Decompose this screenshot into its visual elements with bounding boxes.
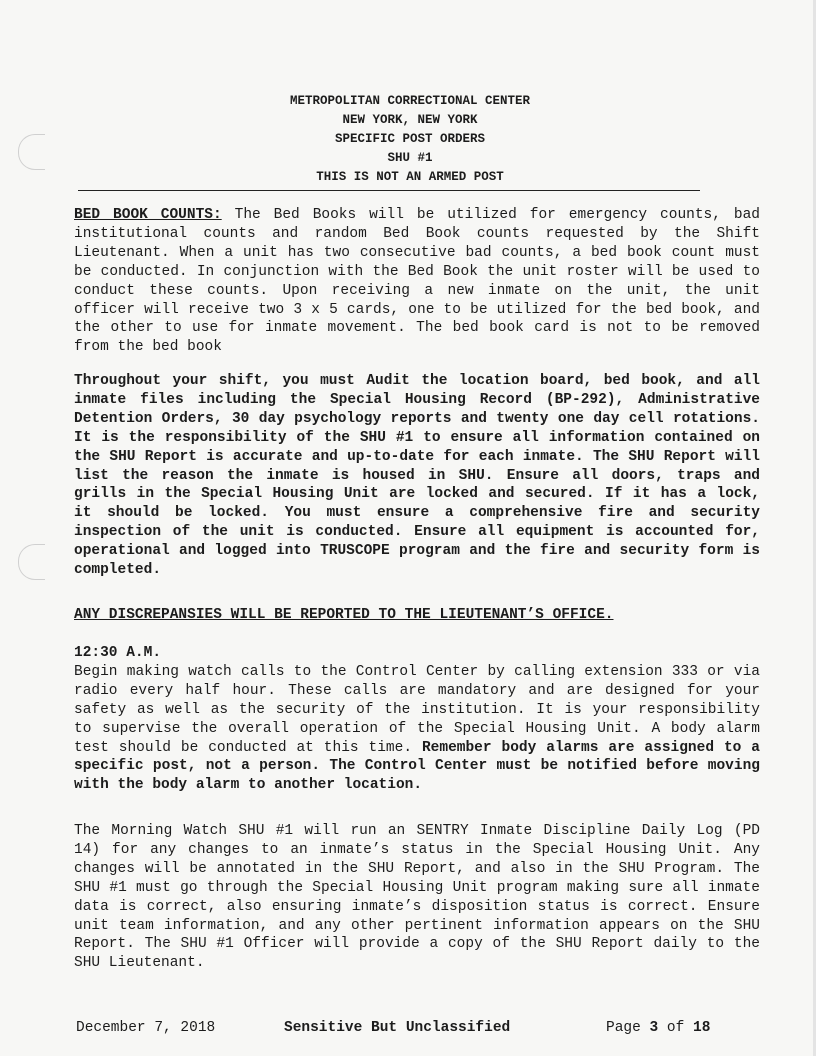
bed-book-text: The Bed Books will be utilized for emergency counts, bad institutional counts and random Bed Book counts requested by the Shift Lieutenant. When a unit has two consecutive bad counts, a bed book count must be conducted. In conjunction with the Bed Book the unit roster will be used to conduct these counts. Upon receiving a new inmate on the unit, the unit officer will receive two 3 x 5 cards, one to be utilized for the bed book, and the other to use for inmate movement. The bed book card is not to be removed from the bed book bbox=[74, 207, 760, 356]
punch-hole-top bbox=[18, 134, 45, 170]
page-of: of bbox=[666, 1020, 685, 1036]
bed-book-section bbox=[74, 206, 760, 357]
time-1230-label: 12:30 A.M. bbox=[74, 645, 162, 661]
bed-book-label: BED BOOK COUNTS: bbox=[74, 207, 222, 223]
footer-date: December 7, 2018 bbox=[76, 1020, 216, 1036]
header-doc-type: SPECIFIC POST ORDERS bbox=[334, 132, 486, 146]
header-divider bbox=[78, 190, 700, 191]
page-total: 18 bbox=[693, 1020, 711, 1036]
page-current: 3 bbox=[649, 1020, 659, 1036]
document-header bbox=[150, 92, 670, 187]
time-1230-text: Begin making watch calls to the Control Center by calling extension 333 or via radio every half hour. These calls are mandatory and are designed for your safety as well as the security of the institution. It is your responsibility to supervise the overall operation of the Special Housing Unit. A body alarm test should be conducted at this time. bbox=[74, 663, 760, 756]
time-1230-bold-text: Remember body alarms are assigned to a specific post, not a person. The Control Center must be notified before moving with the body alarm to another location. bbox=[74, 739, 761, 794]
header-institution: METROPOLITAN CORRECTIONAL CENTER bbox=[289, 94, 531, 108]
punch-hole-middle bbox=[18, 544, 45, 580]
footer-page-number bbox=[606, 1020, 710, 1036]
discrepancies-notice: ANY DISCREPANSIES WILL BE REPORTED TO THE LIEUTENANT’S OFFICE. bbox=[74, 607, 614, 623]
morning-watch-section: The Morning Watch SHU #1 will run an SENTRY Inmate Discipline Daily Log (PD 14) for any changes to an inmate’s status in the Special Housing Unit. Any changes will be annotated in the SHU Report, and also in the SHU Program. The SHU #1 must go through the Special Housing Unit program making sure all inmate data is correct, also ensuring inmate’s disposition status is correct. Ensure unit team information, and any other pertinent information appears on the SHU Report. The SHU #1 Officer will provide a copy of the SHU Report daily to the SHU Lieutenant. bbox=[74, 823, 760, 972]
header-location: NEW YORK, NEW YORK bbox=[342, 113, 478, 127]
header-armed-status: THIS IS NOT AN ARMED POST bbox=[316, 170, 504, 184]
header-post-name: SHU #1 bbox=[387, 151, 433, 165]
footer-classification: Sensitive But Unclassified bbox=[284, 1020, 511, 1036]
page-prefix: Page bbox=[606, 1020, 641, 1036]
time-1230-section bbox=[74, 644, 760, 795]
audit-section: Throughout your shift, you must Audit the location board, bed book, and all inmate files including the Special Housing Record (BP-292), Administrative Detention Orders, 30 day psychology reports and twenty one day cell rotations. It is the responsibility of the SHU #1 to ensure all information contained on the SHU Report is accurate and up-to-date for each inmate. The SHU Report will list the reason the inmate is housed in SHU. Ensure all doors, traps and grills in the Special Housing Unit are locked and secured. If it has a lock, it should be locked. You must ensure a comprehensive fire and security inspection of the unit is conducted. Ensure all equipment is accounted for, operational and logged into TRUSCOPE program and the fire and security form is completed. bbox=[74, 373, 760, 579]
